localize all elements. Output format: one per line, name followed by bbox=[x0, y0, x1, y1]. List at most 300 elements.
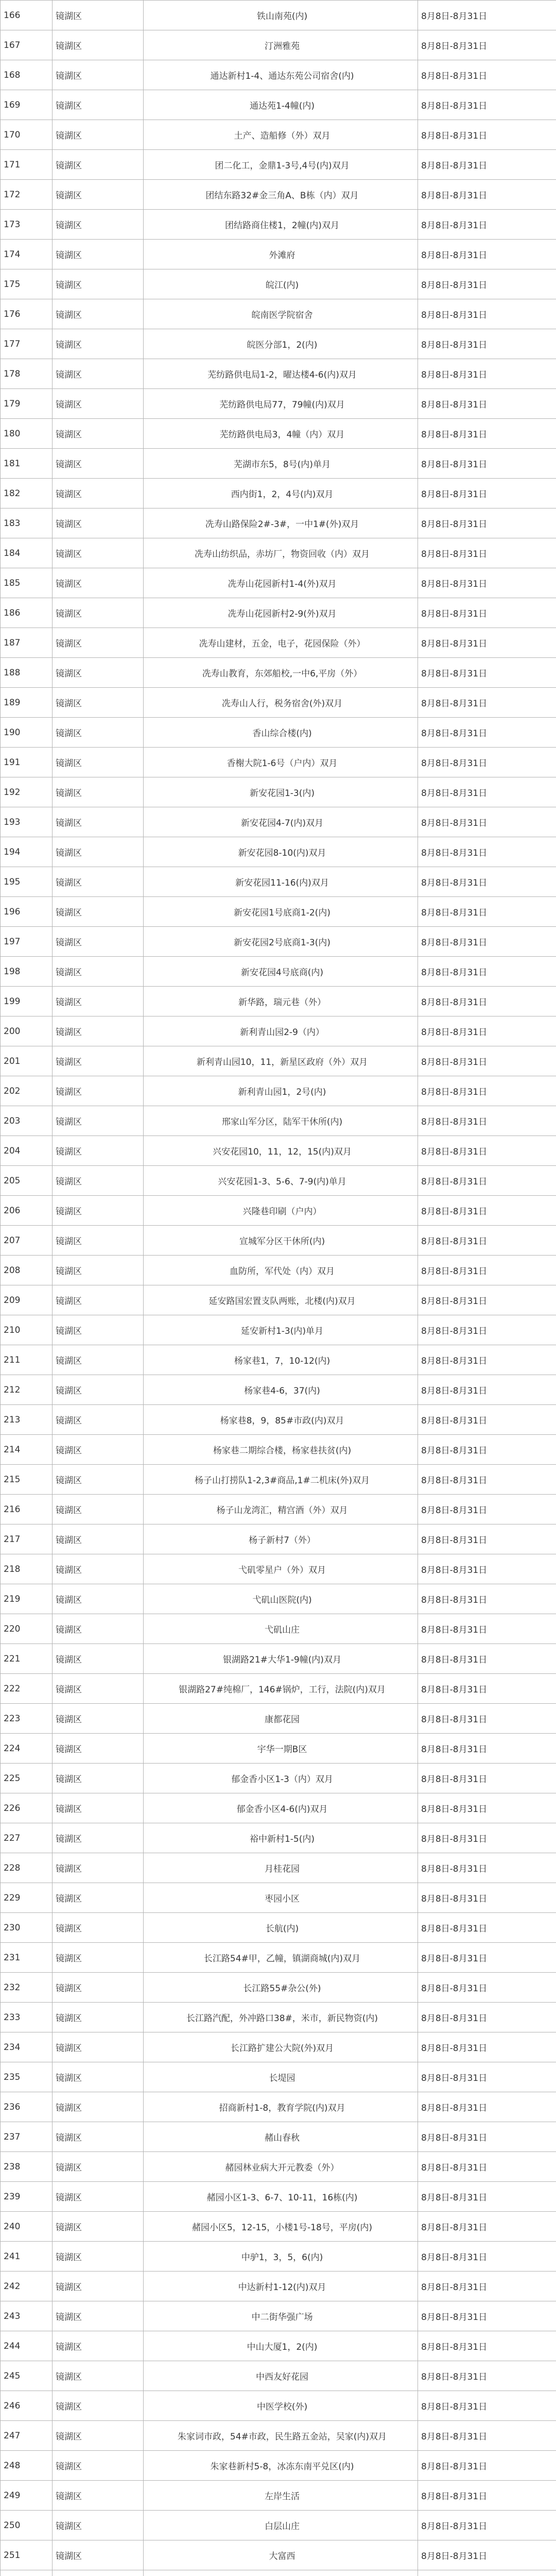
table-row bbox=[1, 2481, 556, 2511]
row-district: 镜湖区 bbox=[53, 210, 144, 240]
row-area: 杨子山龙湾汇，精宫酒（外）双月 bbox=[144, 1495, 418, 1524]
row-district bbox=[53, 2570, 144, 2576]
row-period: 8月8日-8月31日 bbox=[418, 509, 556, 538]
row-district: 镜湖区 bbox=[53, 2421, 144, 2451]
table-row bbox=[1, 2511, 556, 2540]
row-area: 香榭大院1-6号（户内）双月 bbox=[144, 748, 418, 777]
row-district: 镜湖区 bbox=[53, 2511, 144, 2540]
row-area: 芜纺路供电局1-2，曜达楼4-6(内)双月 bbox=[144, 359, 418, 389]
row-number: 248 bbox=[1, 2451, 53, 2481]
row-district: 镜湖区 bbox=[53, 2272, 144, 2301]
row-period: 8月8日-8月31日 bbox=[418, 1674, 556, 1704]
row-district: 镜湖区 bbox=[53, 1166, 144, 1196]
row-number: 230 bbox=[1, 1913, 53, 1943]
row-area: 裕中新村1-5(内) bbox=[144, 1823, 418, 1853]
table-row bbox=[1, 90, 556, 120]
row-period: 8月8日-8月31日 bbox=[418, 658, 556, 688]
table-row bbox=[1, 2032, 556, 2062]
row-district: 镜湖区 bbox=[53, 927, 144, 957]
row-district: 镜湖区 bbox=[53, 1076, 144, 1106]
table-row bbox=[1, 2182, 556, 2212]
row-area: 冼寿山花园新村1-4(外)双月 bbox=[144, 568, 418, 598]
table-row bbox=[1, 1345, 556, 1375]
row-number: 219 bbox=[1, 1584, 53, 1614]
table-row bbox=[1, 2331, 556, 2361]
row-area: 新安花园4-7(内)双月 bbox=[144, 807, 418, 837]
row-period: 8月8日-8月31日 bbox=[418, 1076, 556, 1106]
row-number: 212 bbox=[1, 1375, 53, 1405]
row-number: 183 bbox=[1, 509, 53, 538]
row-area: 长江路扩建公大院(外)双月 bbox=[144, 2032, 418, 2062]
row-area: 中西友好花园 bbox=[144, 2361, 418, 2391]
row-number: 189 bbox=[1, 688, 53, 718]
row-area: 银湖路27#纯棉厂，146#锅炉，工行，法院(内)双月 bbox=[144, 1674, 418, 1704]
row-district: 镜湖区 bbox=[53, 628, 144, 658]
row-district: 镜湖区 bbox=[53, 1853, 144, 1883]
row-number: 244 bbox=[1, 2331, 53, 2361]
row-area: 月桂花园 bbox=[144, 1853, 418, 1883]
row-district: 镜湖区 bbox=[53, 2391, 144, 2421]
row-area: 芜湖市东5，8号(内)单月 bbox=[144, 449, 418, 479]
row-area: 郁金香小区1-3（内）双月 bbox=[144, 1764, 418, 1793]
row-district: 镜湖区 bbox=[53, 1495, 144, 1524]
row-area: 中山大厦1，2(内) bbox=[144, 2331, 418, 2361]
table-row bbox=[1, 210, 556, 240]
row-number: 196 bbox=[1, 897, 53, 927]
row-district: 镜湖区 bbox=[53, 449, 144, 479]
table-row bbox=[1, 1136, 556, 1166]
row-period: 8月8日-8月31日 bbox=[418, 30, 556, 60]
table-row bbox=[1, 807, 556, 837]
row-period: 8月8日-8月31日 bbox=[418, 180, 556, 210]
row-district: 镜湖区 bbox=[53, 329, 144, 359]
row-number: 197 bbox=[1, 927, 53, 957]
row-number: 227 bbox=[1, 1823, 53, 1853]
row-district: 镜湖区 bbox=[53, 2062, 144, 2092]
row-period: 8月8日-8月31日 bbox=[418, 2212, 556, 2242]
row-area: 招商新村1-8，教育学院(内)双月 bbox=[144, 2092, 418, 2122]
row-district: 镜湖区 bbox=[53, 1734, 144, 1764]
row-area: 铁山南苑(内) bbox=[144, 1, 418, 30]
row-period: 8月8日-8月31日 bbox=[418, 240, 556, 269]
row-number: 218 bbox=[1, 1554, 53, 1584]
row-number: 176 bbox=[1, 299, 53, 329]
row-district: 镜湖区 bbox=[53, 1674, 144, 1704]
row-number: 185 bbox=[1, 568, 53, 598]
row-district: 镜湖区 bbox=[53, 2212, 144, 2242]
row-area: 兴隆巷印刷（户内） bbox=[144, 1196, 418, 1226]
row-area: 大富西 bbox=[144, 2540, 418, 2570]
row-period: 8月8日-8月31日 bbox=[418, 1435, 556, 1465]
table-row bbox=[1, 1495, 556, 1524]
row-district: 镜湖区 bbox=[53, 2301, 144, 2331]
row-district: 镜湖区 bbox=[53, 837, 144, 867]
row-district: 镜湖区 bbox=[53, 897, 144, 927]
table-row bbox=[1, 60, 556, 90]
row-area: 新安花园2号底商1-3(内) bbox=[144, 927, 418, 957]
row-period: 8月8日-8月31日 bbox=[418, 449, 556, 479]
row-number: 171 bbox=[1, 150, 53, 180]
row-area: 邢家山军分区，陆军干休所(内) bbox=[144, 1106, 418, 1136]
row-area: 团二化工，金鼎1-3号,4号(内)双月 bbox=[144, 150, 418, 180]
row-district: 镜湖区 bbox=[53, 568, 144, 598]
row-number: 247 bbox=[1, 2421, 53, 2451]
row-area: 兴安花园1-3、5-6、7-9(内)单月 bbox=[144, 1166, 418, 1196]
row-period: 8月8日-8月31日 bbox=[418, 1823, 556, 1853]
row-number: 166 bbox=[1, 1, 53, 30]
table-row bbox=[1, 1375, 556, 1405]
row-period: 8月8日-8月31日 bbox=[418, 2272, 556, 2301]
row-number: 208 bbox=[1, 1256, 53, 1285]
row-district: 镜湖区 bbox=[53, 1973, 144, 2003]
row-area: 西内街1，2，4号(内)双月 bbox=[144, 479, 418, 509]
table-row bbox=[1, 837, 556, 867]
row-area: 新利青山园2-9（内） bbox=[144, 1016, 418, 1046]
schedule-table-body bbox=[1, 1, 556, 2576]
row-number: 187 bbox=[1, 628, 53, 658]
row-period: 8月8日-8月31日 bbox=[418, 1584, 556, 1614]
table-row bbox=[1, 1435, 556, 1465]
row-period: 8月8日-8月31日 bbox=[418, 598, 556, 628]
row-area: 中达新村1-12(内)双月 bbox=[144, 2272, 418, 2301]
table-row bbox=[1, 1076, 556, 1106]
row-area: 长江路55#杂公(外) bbox=[144, 1973, 418, 2003]
row-number: 234 bbox=[1, 2032, 53, 2062]
row-period: 8月8日-8月31日 bbox=[418, 1524, 556, 1554]
row-district: 镜湖区 bbox=[53, 120, 144, 150]
row-number: 186 bbox=[1, 598, 53, 628]
row-number: 174 bbox=[1, 240, 53, 269]
row-number: 198 bbox=[1, 957, 53, 987]
table-row bbox=[1, 718, 556, 748]
row-period: 8月8日-8月31日 bbox=[418, 2182, 556, 2212]
table-row bbox=[1, 688, 556, 718]
row-number: 188 bbox=[1, 658, 53, 688]
row-area: 康都花园 bbox=[144, 1704, 418, 1734]
row-district: 镜湖区 bbox=[53, 1405, 144, 1435]
row-district: 镜湖区 bbox=[53, 538, 144, 568]
table-row bbox=[1, 449, 556, 479]
row-number: 251 bbox=[1, 2540, 53, 2570]
row-area: 赭园林业病大开元教委（外） bbox=[144, 2152, 418, 2182]
row-number: 217 bbox=[1, 1524, 53, 1554]
table-row bbox=[1, 389, 556, 419]
row-area: 团结东路32#金三角A、B栋（内）双月 bbox=[144, 180, 418, 210]
row-district: 镜湖区 bbox=[53, 867, 144, 897]
table-row bbox=[1, 1913, 556, 1943]
row-area: 杨子新村7（外） bbox=[144, 1524, 418, 1554]
table-row bbox=[1, 1584, 556, 1614]
row-number: 207 bbox=[1, 1226, 53, 1256]
row-district: 镜湖区 bbox=[53, 1913, 144, 1943]
row-number: 224 bbox=[1, 1734, 53, 1764]
row-district: 镜湖区 bbox=[53, 1256, 144, 1285]
row-period: 8月8日-8月31日 bbox=[418, 2481, 556, 2511]
table-row bbox=[1, 658, 556, 688]
row-period: 8月8日-8月31日 bbox=[418, 688, 556, 718]
row-district: 镜湖区 bbox=[53, 1584, 144, 1614]
row-period: 8月8日-8月31日 bbox=[418, 1046, 556, 1076]
row-period: 8月8日-8月31日 bbox=[418, 359, 556, 389]
row-district: 镜湖区 bbox=[53, 598, 144, 628]
row-period: 8月8日-8月31日 bbox=[418, 718, 556, 748]
table-row bbox=[1, 598, 556, 628]
row-number: 231 bbox=[1, 1943, 53, 1973]
table-row bbox=[1, 419, 556, 449]
row-district: 镜湖区 bbox=[53, 389, 144, 419]
row-period: 8月8日-8月31日 bbox=[418, 419, 556, 449]
row-number: 205 bbox=[1, 1166, 53, 1196]
table-row bbox=[1, 1644, 556, 1674]
row-period: 8月8日-8月31日 bbox=[418, 2361, 556, 2391]
row-area: 新华路，瑞元巷（外） bbox=[144, 987, 418, 1016]
row-period: 8月8日-8月31日 bbox=[418, 2540, 556, 2570]
row-period: 8月8日-8月31日 bbox=[418, 2391, 556, 2421]
row-period: 8月8日-8月31日 bbox=[418, 269, 556, 299]
table-row bbox=[1, 2570, 556, 2576]
row-period: 8月8日-8月31日 bbox=[418, 1106, 556, 1136]
row-district: 镜湖区 bbox=[53, 1764, 144, 1793]
row-area: 长航(内) bbox=[144, 1913, 418, 1943]
table-row bbox=[1, 777, 556, 807]
row-area: 冼寿山人行，税务宿舍(外)双月 bbox=[144, 688, 418, 718]
row-number: 209 bbox=[1, 1285, 53, 1315]
table-row bbox=[1, 1046, 556, 1076]
row-area: 兴安花园10，11，12，15(内)双月 bbox=[144, 1136, 418, 1166]
table-row bbox=[1, 180, 556, 210]
row-district: 镜湖区 bbox=[53, 180, 144, 210]
row-district: 镜湖区 bbox=[53, 2242, 144, 2272]
row-district: 镜湖区 bbox=[53, 1136, 144, 1166]
table-row bbox=[1, 1226, 556, 1256]
row-area: 皖医分部1，2(内) bbox=[144, 329, 418, 359]
table-row bbox=[1, 2062, 556, 2092]
row-period: 8月8日-8月31日 bbox=[418, 90, 556, 120]
row-number: 202 bbox=[1, 1076, 53, 1106]
row-district: 镜湖区 bbox=[53, 987, 144, 1016]
row-period: 8月8日-8月31日 bbox=[418, 1495, 556, 1524]
table-row bbox=[1, 240, 556, 269]
row-period: 8月8日-8月31日 bbox=[418, 1256, 556, 1285]
table-row bbox=[1, 359, 556, 389]
row-area: 血防所，军代处（内）双月 bbox=[144, 1256, 418, 1285]
row-district: 镜湖区 bbox=[53, 90, 144, 120]
row-period: 8月8日-8月31日 bbox=[418, 1973, 556, 2003]
row-period: 8月8日-8月31日 bbox=[418, 1734, 556, 1764]
row-number: 193 bbox=[1, 807, 53, 837]
row-district: 镜湖区 bbox=[53, 1285, 144, 1315]
row-number: 203 bbox=[1, 1106, 53, 1136]
row-district: 镜湖区 bbox=[53, 299, 144, 329]
row-district: 镜湖区 bbox=[53, 1465, 144, 1495]
row-number: 206 bbox=[1, 1196, 53, 1226]
row-area bbox=[144, 2570, 418, 2576]
table-row bbox=[1, 1405, 556, 1435]
row-number: 216 bbox=[1, 1495, 53, 1524]
row-district: 镜湖区 bbox=[53, 2092, 144, 2122]
row-area: 白层山庄 bbox=[144, 2511, 418, 2540]
row-number: 235 bbox=[1, 2062, 53, 2092]
row-district: 镜湖区 bbox=[53, 1644, 144, 1674]
row-period: 8月8日-8月31日 bbox=[418, 837, 556, 867]
row-district: 镜湖区 bbox=[53, 2361, 144, 2391]
row-period: 8月8日-8月31日 bbox=[418, 1166, 556, 1196]
row-district: 镜湖区 bbox=[53, 1196, 144, 1226]
row-number: 239 bbox=[1, 2182, 53, 2212]
row-area: 长江路54#甲，乙幢，镇湖商城(内)双月 bbox=[144, 1943, 418, 1973]
row-number bbox=[1, 2570, 53, 2576]
table-row bbox=[1, 1853, 556, 1883]
row-number: 175 bbox=[1, 269, 53, 299]
row-area: 汀洲雅苑 bbox=[144, 30, 418, 60]
table-row bbox=[1, 150, 556, 180]
table-row bbox=[1, 1793, 556, 1823]
table-row bbox=[1, 1166, 556, 1196]
row-area: 赭园小区5，12-15，小楼1号-18号，平房(内) bbox=[144, 2212, 418, 2242]
row-period: 8月8日-8月31日 bbox=[418, 1405, 556, 1435]
row-area: 冼寿山纺织品，赤坊厂，物资回收（内）双月 bbox=[144, 538, 418, 568]
row-number: 233 bbox=[1, 2003, 53, 2032]
row-district: 镜湖区 bbox=[53, 1704, 144, 1734]
row-area: 宣城军分区干休所(内) bbox=[144, 1226, 418, 1256]
row-area: 皖南医学院宿舍 bbox=[144, 299, 418, 329]
table-row bbox=[1, 1943, 556, 1973]
table-row bbox=[1, 2212, 556, 2242]
row-area: 中医学校(外) bbox=[144, 2391, 418, 2421]
row-district: 镜湖区 bbox=[53, 1345, 144, 1375]
row-number: 236 bbox=[1, 2092, 53, 2122]
table-row bbox=[1, 2152, 556, 2182]
row-district: 镜湖区 bbox=[53, 2122, 144, 2152]
row-district: 镜湖区 bbox=[53, 2540, 144, 2570]
row-district: 镜湖区 bbox=[53, 60, 144, 90]
row-area: 杨家巷二期综合楼，杨家巷扶贫(内) bbox=[144, 1435, 418, 1465]
table-row bbox=[1, 2391, 556, 2421]
table-row bbox=[1, 1614, 556, 1644]
table-row bbox=[1, 1704, 556, 1734]
row-period: 8月8日-8月31日 bbox=[418, 1853, 556, 1883]
row-area: 朱家词市政，54#市政，民生路五金站，吴家(内)双月 bbox=[144, 2421, 418, 2451]
row-district: 镜湖区 bbox=[53, 658, 144, 688]
row-number: 243 bbox=[1, 2301, 53, 2331]
row-area: 杨家巷1，7，10-12(内) bbox=[144, 1345, 418, 1375]
row-number: 169 bbox=[1, 90, 53, 120]
row-number: 201 bbox=[1, 1046, 53, 1076]
row-area: 外滩府 bbox=[144, 240, 418, 269]
row-period: 8月8日-8月31日 bbox=[418, 957, 556, 987]
table-row bbox=[1, 509, 556, 538]
row-number: 181 bbox=[1, 449, 53, 479]
row-district: 镜湖区 bbox=[53, 30, 144, 60]
row-district: 镜湖区 bbox=[53, 1435, 144, 1465]
row-area: 中驴1，3，5，6(内) bbox=[144, 2242, 418, 2272]
table-row bbox=[1, 897, 556, 927]
row-number: 237 bbox=[1, 2122, 53, 2152]
row-district: 镜湖区 bbox=[53, 150, 144, 180]
table-row bbox=[1, 2361, 556, 2391]
row-area: 芜纺路供电局77，79幢(内)双月 bbox=[144, 389, 418, 419]
row-number: 211 bbox=[1, 1345, 53, 1375]
table-row bbox=[1, 927, 556, 957]
row-district: 镜湖区 bbox=[53, 807, 144, 837]
table-row bbox=[1, 2242, 556, 2272]
row-area: 郁金香小区4-6(内)双月 bbox=[144, 1793, 418, 1823]
row-number: 191 bbox=[1, 748, 53, 777]
row-area: 团结路商住楼1，2幢(内)双月 bbox=[144, 210, 418, 240]
table-row bbox=[1, 1823, 556, 1853]
row-district: 镜湖区 bbox=[53, 1375, 144, 1405]
row-district: 镜湖区 bbox=[53, 479, 144, 509]
table-row bbox=[1, 479, 556, 509]
row-area: 赭园小区1-3、6-7、10-11，16栋(内) bbox=[144, 2182, 418, 2212]
row-period bbox=[418, 2570, 556, 2576]
row-district: 镜湖区 bbox=[53, 269, 144, 299]
row-period: 8月8日-8月31日 bbox=[418, 150, 556, 180]
row-area: 新安花园8-10(内)双月 bbox=[144, 837, 418, 867]
row-period: 8月8日-8月31日 bbox=[418, 329, 556, 359]
row-area: 弋矶山庄 bbox=[144, 1614, 418, 1644]
row-district: 镜湖区 bbox=[53, 1943, 144, 1973]
row-period: 8月8日-8月31日 bbox=[418, 1345, 556, 1375]
table-row bbox=[1, 1465, 556, 1495]
table-row bbox=[1, 2092, 556, 2122]
table-row bbox=[1, 2003, 556, 2032]
row-number: 178 bbox=[1, 359, 53, 389]
row-period: 8月8日-8月31日 bbox=[418, 389, 556, 419]
row-district: 镜湖区 bbox=[53, 1016, 144, 1046]
row-area: 弋矶零星户（外）双月 bbox=[144, 1554, 418, 1584]
table-row bbox=[1, 867, 556, 897]
row-number: 249 bbox=[1, 2481, 53, 2511]
row-district: 镜湖区 bbox=[53, 1226, 144, 1256]
row-district: 镜湖区 bbox=[53, 2152, 144, 2182]
row-number: 245 bbox=[1, 2361, 53, 2391]
row-number: 229 bbox=[1, 1883, 53, 1913]
row-district: 镜湖区 bbox=[53, 1554, 144, 1584]
row-number: 238 bbox=[1, 2152, 53, 2182]
row-period: 8月8日-8月31日 bbox=[418, 1764, 556, 1793]
row-number: 192 bbox=[1, 777, 53, 807]
row-number: 180 bbox=[1, 419, 53, 449]
row-period: 8月8日-8月31日 bbox=[418, 568, 556, 598]
row-number: 242 bbox=[1, 2272, 53, 2301]
row-period: 8月8日-8月31日 bbox=[418, 538, 556, 568]
table-row bbox=[1, 1196, 556, 1226]
table-row bbox=[1, 2540, 556, 2570]
row-area: 左岸生活 bbox=[144, 2481, 418, 2511]
table-row bbox=[1, 120, 556, 150]
row-area: 新利青山园10，11，新星区政府（外）双月 bbox=[144, 1046, 418, 1076]
row-area: 芜纺路供电局3，4幢（内）双月 bbox=[144, 419, 418, 449]
row-period: 8月8日-8月31日 bbox=[418, 1554, 556, 1584]
row-number: 240 bbox=[1, 2212, 53, 2242]
table-row bbox=[1, 1554, 556, 1584]
row-area: 杨家巷4-6，37(内) bbox=[144, 1375, 418, 1405]
table-row bbox=[1, 1016, 556, 1046]
row-period: 8月8日-8月31日 bbox=[418, 299, 556, 329]
row-period: 8月8日-8月31日 bbox=[418, 927, 556, 957]
table-row bbox=[1, 1315, 556, 1345]
row-number: 213 bbox=[1, 1405, 53, 1435]
row-district: 镜湖区 bbox=[53, 1823, 144, 1853]
row-period: 8月8日-8月31日 bbox=[418, 2242, 556, 2272]
row-district: 镜湖区 bbox=[53, 2003, 144, 2032]
row-period: 8月8日-8月31日 bbox=[418, 1, 556, 30]
row-area: 土产、造船修（外）双月 bbox=[144, 120, 418, 150]
row-period: 8月8日-8月31日 bbox=[418, 1883, 556, 1913]
row-number: 228 bbox=[1, 1853, 53, 1883]
row-district: 镜湖区 bbox=[53, 1524, 144, 1554]
